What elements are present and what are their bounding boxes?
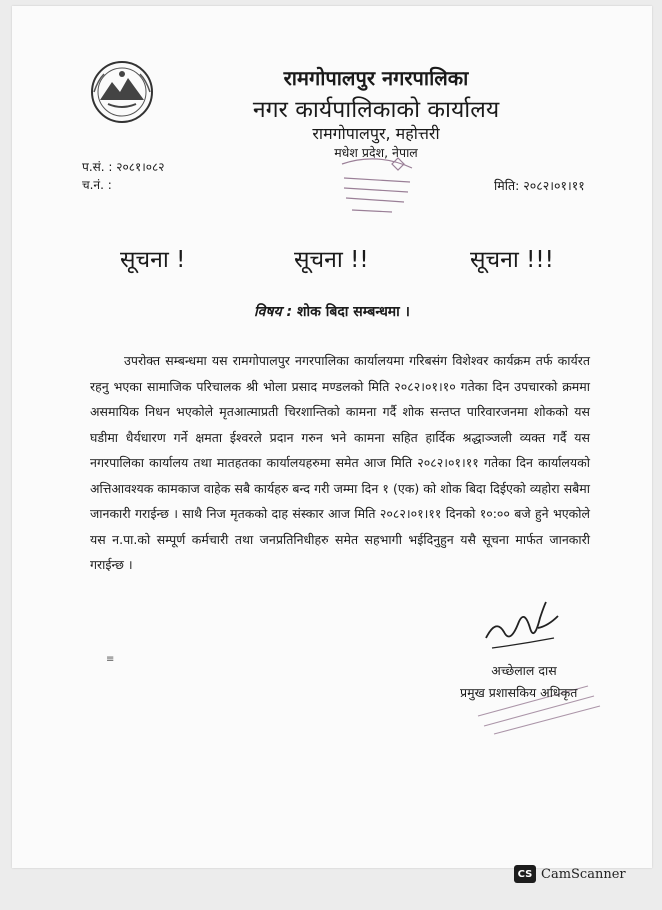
- office-address: रामगोपालपुर, महोत्तरी: [312, 124, 440, 143]
- page-mark: ≡: [106, 654, 115, 665]
- municipality-name: रामगोपालपुर नगरपालिका: [283, 66, 469, 90]
- subject-text: शोक बिदा सम्बन्धमा ।: [296, 304, 410, 320]
- subject-label: विषय :: [254, 304, 293, 320]
- signatory-name: अच्छेलाल दास: [491, 663, 557, 678]
- notice-heading-3: सूचना !!!: [470, 247, 554, 273]
- office-name: नगर कार्यपालिकाको कार्यालय: [252, 97, 500, 123]
- notice-heading-1: सूचना !: [120, 247, 186, 273]
- dispatch-number: च.नं. :: [82, 178, 112, 192]
- camscanner-text: CamScanner: [541, 866, 626, 882]
- letter-reference-number: प.सं. : २०८१।०८२: [82, 160, 165, 174]
- letter-date: मिति: २०८२।०१।११: [494, 178, 585, 193]
- notice-body: [90, 348, 590, 578]
- office-stamp-icon: [332, 154, 422, 226]
- province-name: मधेश प्रदेश, नेपाल: [334, 145, 418, 160]
- notice-body-text: उपरोक्त सम्बन्धमा यस रामगोपालपुर नगरपालिका कार्यालयमा गरिबसंग विशेश्वर कार्यक्रम तर्फ कार्यरत रहनु भएका सामाजिक परिचालक श्री भोला प्रसाद मण्डलको मिति २०८२।०१।१० गतेका दिन उपचारको क्रममा असमायिक निधन भएकोले मृतआत्माप्रती चिरशान्तिको कामना गर्दै शोक सन्तप्त पारिवारजनमा शोकको यस घडीमा धैर्यधारण गर्ने क्षमता ईश्वरले प्रदान गरुन भने कामना सहित हार्दिक श्रद्धाञ्जली व्यक्त गर्दै यस नगरपालिका कार्यालय तथा मातहतका कार्यालयहरुमा समेत आज मिति २०८२।०१।११ गतेका दिन कार्यालयको अत्तिआवश्यक कामकाज वाहेक सबै कार्यहरु बन्द गरी जम्मा दिन १ (एक) को शोक बिदा दिईएको व्यहोरा सबैमा जानकारी गराईन्छ । साथै निज मृतकको दाह संस्कार आज मिति २०८२।०१।११ दिनको १०:०० बजे हुने भएकोले यस न.पा.को सम्पूर्ण कर्मचारी तथा जनप्रतिनिधीहरु समेत सहभागी भईदिनुहुन यसै सूचना मार्फत जानकारी गराईन्छ ।: [90, 353, 590, 572]
- handwritten-signature-icon: [482, 598, 562, 656]
- signatory-title: प्रमुख प्रशासकिय अधिकृत: [460, 685, 578, 700]
- camscanner-watermark: [514, 864, 626, 884]
- notice-heading-2: सूचना !!: [294, 247, 369, 273]
- document-page: [12, 6, 652, 868]
- subject-line: [12, 302, 652, 321]
- camscanner-logo-icon: CS: [514, 865, 536, 883]
